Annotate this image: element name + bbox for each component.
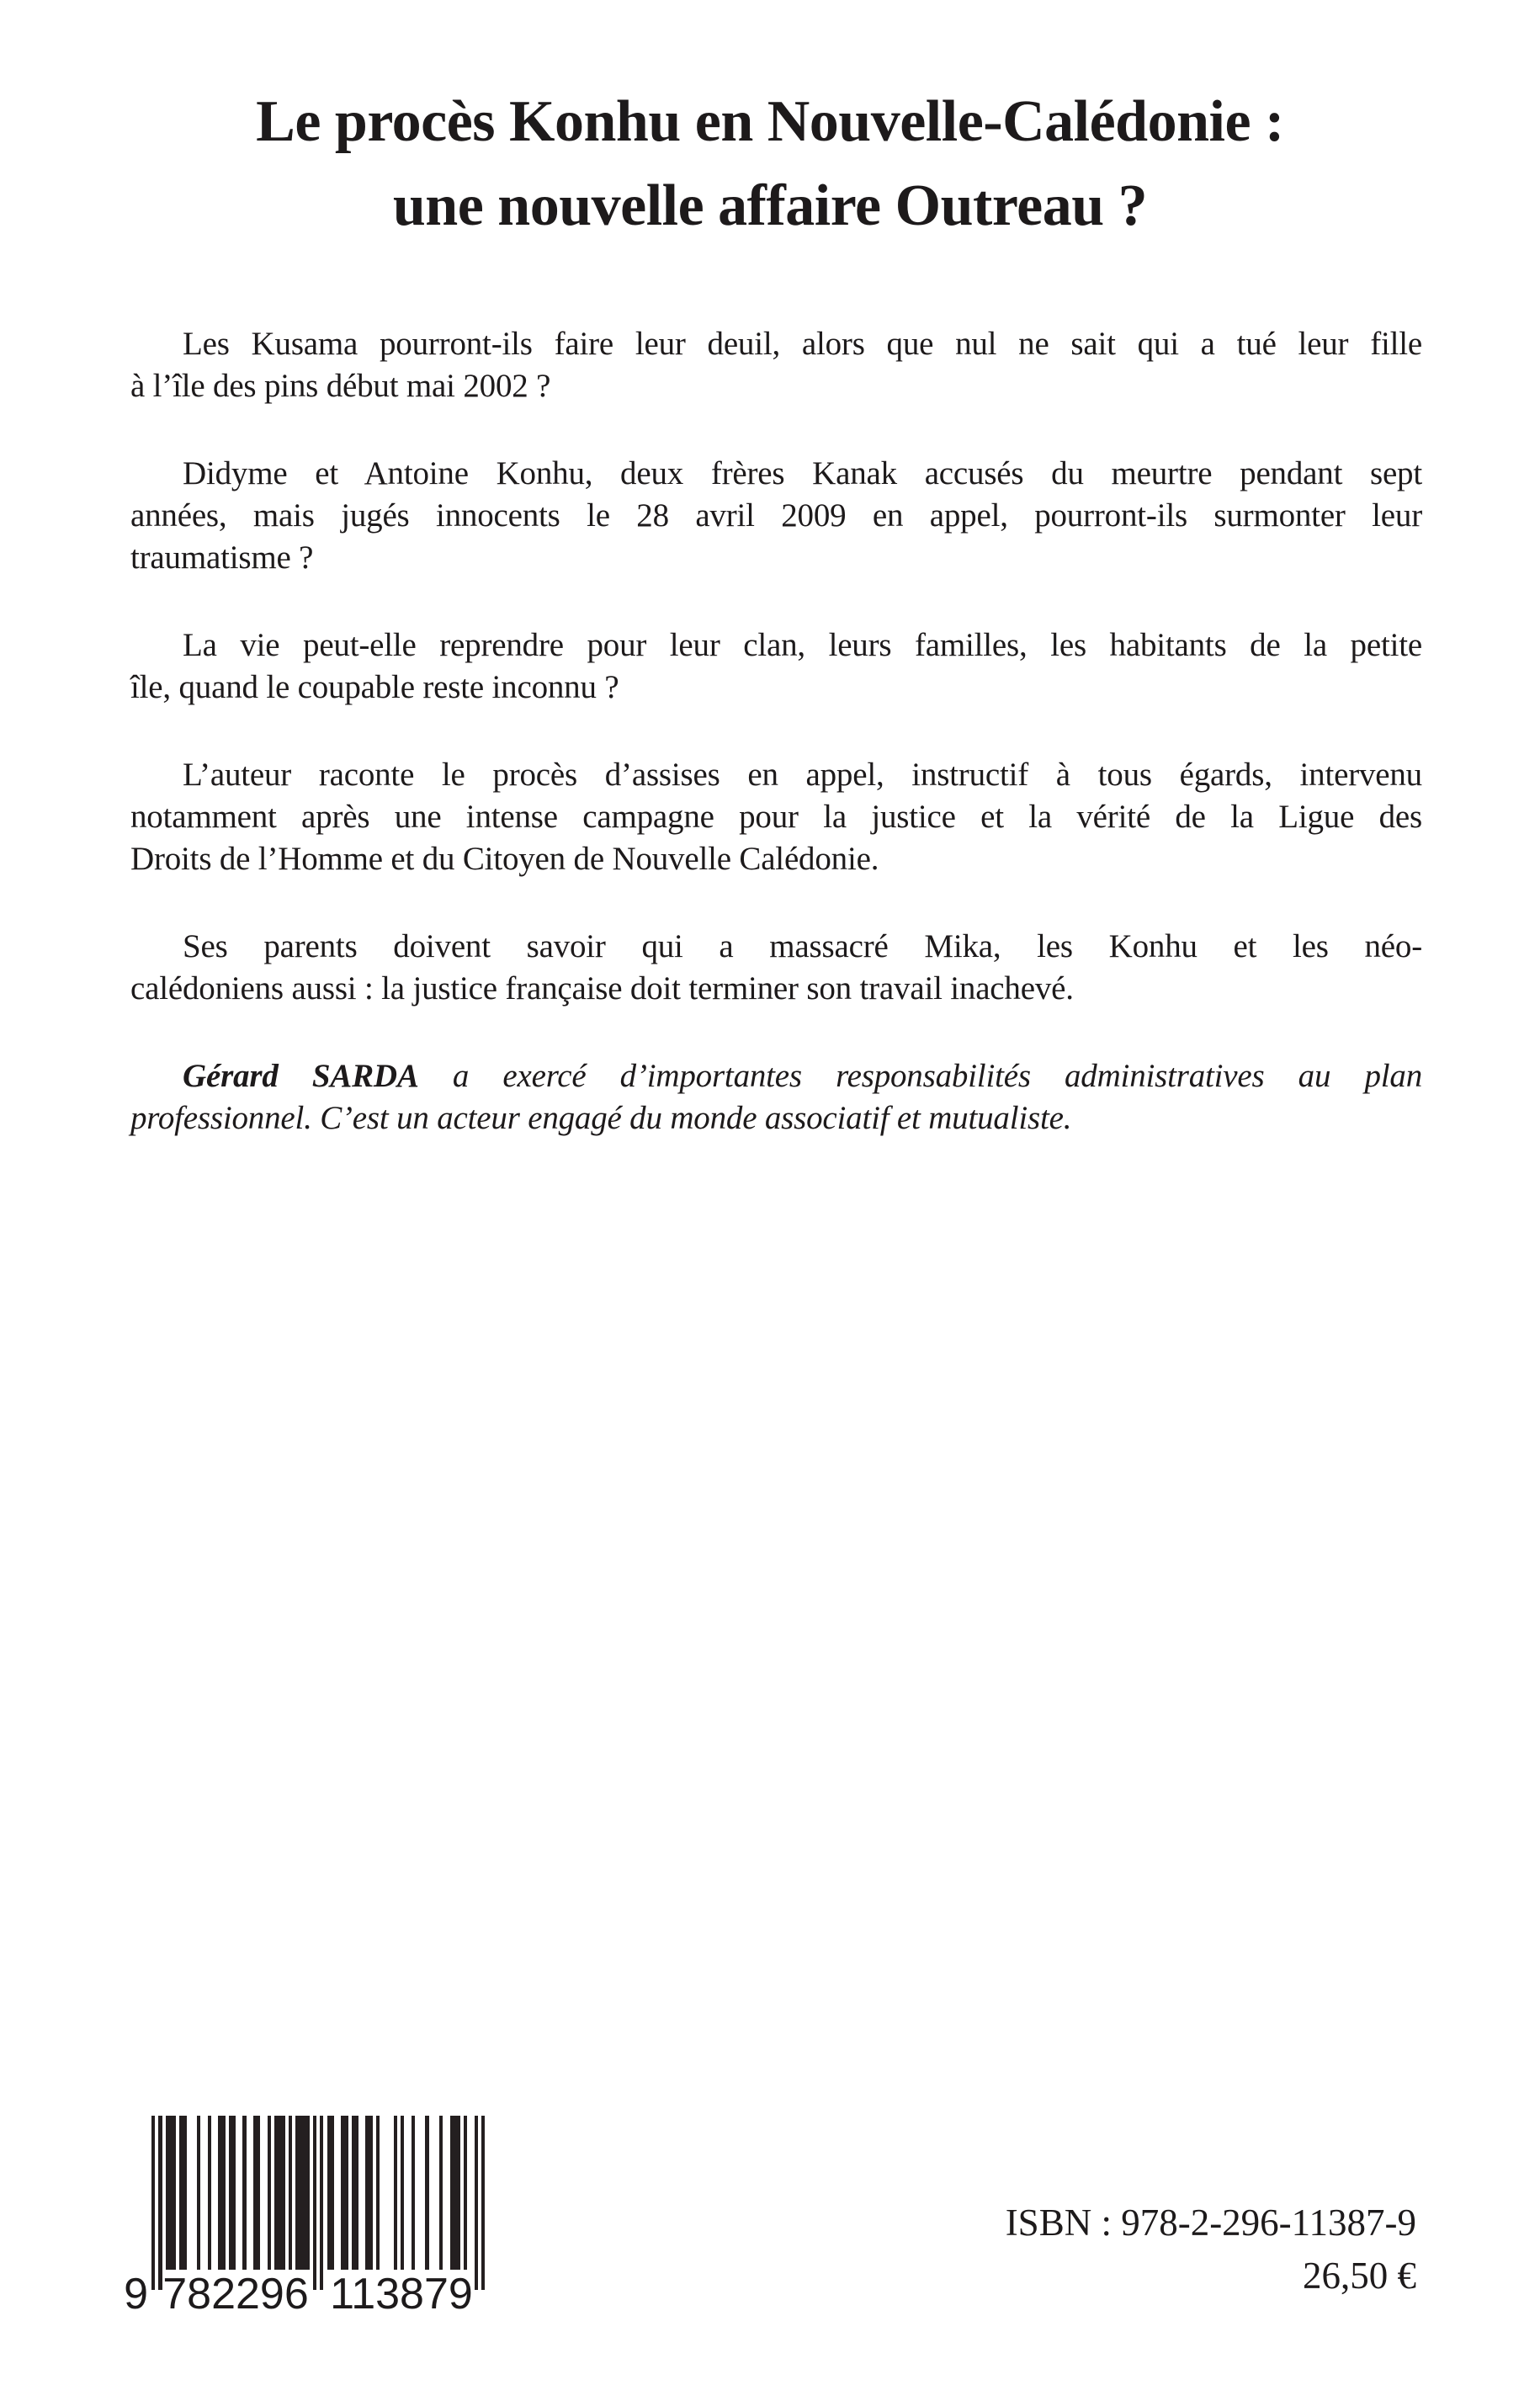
author-note-line-1 bbox=[130, 1055, 1422, 1097]
paragraph bbox=[130, 926, 1422, 1010]
barcode-bars bbox=[151, 2116, 486, 2290]
text-line: La vie peut-elle reprendre pour leur clan, leurs familles, les habitants de la petite bbox=[183, 627, 1422, 663]
isbn-price-block bbox=[1006, 2196, 1416, 2303]
text-line: traumatisme ? bbox=[130, 539, 314, 576]
author-note-line-1-rest: a exercé d’importantes responsabilités administratives au plan bbox=[418, 1058, 1422, 1094]
paragraph bbox=[130, 624, 1422, 709]
paragraphs bbox=[130, 323, 1422, 1010]
barcode-digits-left: 782296 bbox=[162, 2270, 309, 2319]
text-line: notamment après une intense campagne pour la justice et la vérité de la Ligue des bbox=[130, 799, 1422, 835]
author-note bbox=[130, 1055, 1422, 1139]
barcode-digits-right: 113879 bbox=[330, 2270, 473, 2319]
price-text: 26,50 € bbox=[1303, 2255, 1416, 2297]
book-title bbox=[0, 80, 1540, 248]
barcode-digit-first: 9 bbox=[124, 2270, 148, 2319]
book-title-line-2: une nouvelle affaire Outreau ? bbox=[392, 173, 1148, 238]
ean13-barcode bbox=[124, 2116, 486, 2319]
paragraph bbox=[130, 453, 1422, 579]
barcode-module bbox=[481, 2116, 485, 2290]
book-title-line-1: Le procès Konhu en Nouvelle-Calédonie : bbox=[256, 89, 1284, 154]
author-note-line-2: professionnel. C’est un acteur engagé du monde associatif et mutualiste. bbox=[130, 1100, 1072, 1136]
text-line: Les Kusama pourront-ils faire leur deuil, alors que nul ne sait qui a tué leur fille bbox=[183, 326, 1422, 362]
text-line: à l’île des pins début mai 2002 ? bbox=[130, 368, 551, 404]
text-line: calédoniens aussi : la justice française doit terminer son travail inachevé. bbox=[130, 970, 1074, 1007]
paragraph bbox=[130, 323, 1422, 407]
text-line: années, mais jugés innocents le 28 avril 2009 en appel, pourront-ils surmonter leur bbox=[130, 497, 1422, 534]
text-line: Didyme et Antoine Konhu, deux frères Kanak accusés du meurtre pendant sept bbox=[183, 455, 1422, 491]
back-cover-text bbox=[130, 323, 1422, 1185]
text-line: Ses parents doivent savoir qui a massacré Mika, les Konhu et les néo- bbox=[183, 928, 1422, 964]
paragraph bbox=[130, 754, 1422, 880]
author-name: Gérard SARDA bbox=[183, 1058, 419, 1094]
text-line: île, quand le coupable reste inconnu ? bbox=[130, 669, 619, 705]
isbn-text: ISBN : 978-2-296-11387-9 bbox=[1005, 2202, 1416, 2244]
text-line: Droits de l’Homme et du Citoyen de Nouvelle Calédonie. bbox=[130, 841, 879, 877]
text-line: L’auteur raconte le procès d’assises en appel, instructif à tous égards, intervenu bbox=[183, 757, 1422, 793]
